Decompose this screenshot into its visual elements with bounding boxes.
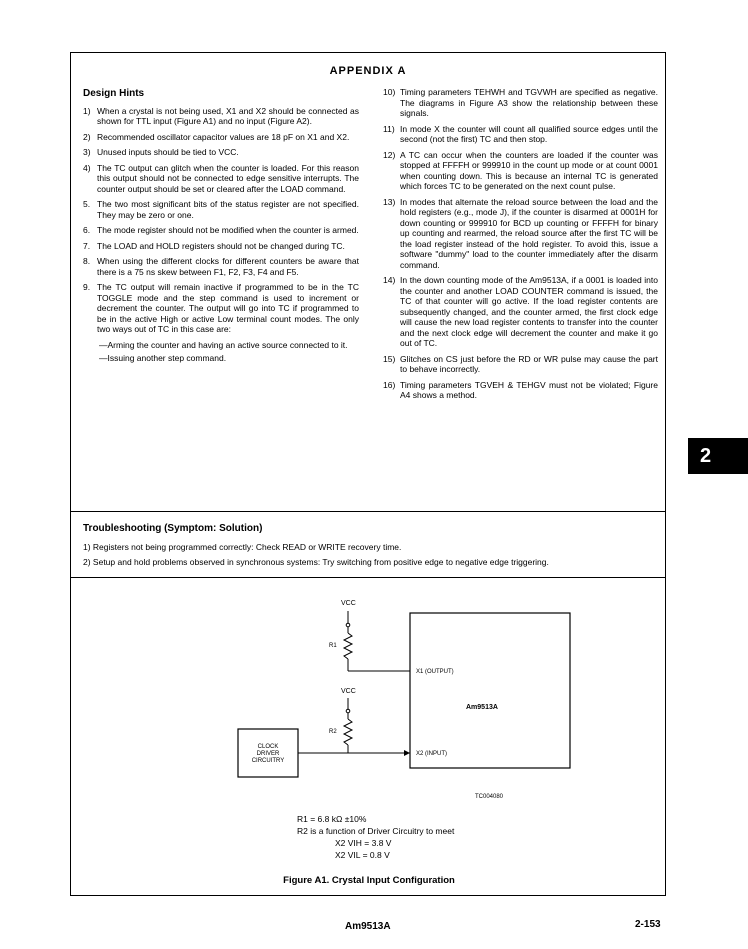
hint-text: When a crystal is not being used, X1 and X2 should be connected as shown for TTL input (Figure A1) and no input (Figure A2). [97,105,359,126]
vcc-bottom-label: VCC [341,688,356,695]
hint-text: When using the different clocks for different counters be aware that there is a 75 ns skew between F1, F2, F3, F4 and F5. [97,256,359,277]
section-tab-number: 2 [700,445,712,467]
hint-text: Unused inputs should be tied to VCC. [97,147,239,157]
hint-number: 11) [383,123,395,134]
footer-part-number: Am9513A [345,921,391,932]
hint-number: 5. [83,199,91,209]
design-hint-item [83,163,359,195]
design-hint-item [383,275,658,349]
hint-number: 4) [83,162,91,173]
hint-number: 6. [83,225,91,235]
hint-text: Timing parameters TGVEH & TEHGV must not be violated; Figure A4 shows a method. [400,379,658,400]
design-hint-item [83,282,359,335]
design-hint-subitem: —Issuing another step command. [99,353,227,363]
resistor-r2 [344,719,352,745]
troubleshooting-section [83,523,655,571]
hint-text: The mode register should not be modified when the counter is armed. [97,225,359,235]
design-hint-item [383,87,658,119]
hint-text: In mode X the counter will count all qualified source edges until the second (not the first) TC and then stop. [400,123,658,144]
hint-number: 13) [383,196,396,207]
figure-notes [297,813,454,861]
design-hint-item [383,354,658,375]
figure-note: R2 is a function of Driver Circuitry to meet [297,826,455,836]
hint-text: Timing parameters TEHWH and TGVWH are specified as negative. The diagrams in Figure A3 show the relationship between these signals. [400,87,658,118]
design-hint-item [83,241,359,252]
hint-text: The TC output can glitch when the counter is loaded. For this reason this output should not be connected to edge sensitive interrupts. The counter output should be set or cleared after the LOAD command. [97,162,359,194]
footer-page-number: 2-153 [635,919,661,930]
appendix-title: APPENDIX A [329,65,407,77]
x1-pin-label: X1 (OUTPUT) [416,669,454,675]
design-hint-item [383,124,658,145]
hint-number: 16) [383,379,396,390]
hint-text: In the down counting mode of the Am9513A, if a 0001 is loaded into the counter and another LOAD COUNTER command is issued, the TC of that counter will go active. If the load register contents are subsequently changed, and the counter armed, the first clock edge will cause the new load register contents to transfer into the counter and the next clock edge will decrement the counter and make it go out of TC. [400,275,658,348]
x2-pin-label: X2 (INPUT) [416,751,448,757]
hint-text: A TC can occur when the counters are loaded if the counter was stopped at FFFFH or 999910 in the count up mode or at count 0001 when counting down. This is because an internal TC is generated which forces TC to be generated on the next count pulse. [400,149,658,191]
design-hint-item [383,380,658,401]
design-hints-right-column [383,87,658,406]
figure-caption: Figure A1. Crystal Input Configuration [283,875,455,886]
design-hint-item [383,197,658,271]
design-hint-item [83,199,359,220]
hint-text: In modes that alternate the reload source between the load and the hold registers (e.g., mode J), if the counter is disarmed at 0001H for down counting or 999910 for BCD up counting or FFFFH for binary up counting and rearmed, the reload source after the first TC will be the load register instead of the hold register. To avoid this, issue a software "dummy" load to the counter immediately after the disarm command. [400,196,658,270]
hint-text: The two most significant bits of the status register are not specified. They may be zero or one. [97,199,359,220]
hint-number: 14) [383,275,396,285]
r2-label: R2 [329,729,337,735]
design-hint-item [83,256,359,277]
chip-label: Am9513A [466,704,498,711]
figure-note: X2 VIL = 0.8 V [335,850,390,860]
hint-number: 10) [383,87,396,97]
hint-number: 2) [83,131,91,142]
figure-a1 [71,591,667,891]
figure-code: TC004080 [475,794,504,800]
hint-text: The TC output will remain inactive if programmed to be in the TC TOGGLE mode and the step command is used to increment or decrement the counter. The output will go into TC if programmed to be in the active High or active Low terminal count modes. The only two ways out of TC in this case are: [97,282,359,334]
design-hint-subitem: —Arming the counter and having an active source connected to it. [99,339,348,350]
troubleshooting-heading: Troubleshooting (Symptom: Solution) [83,523,263,534]
clock-box-line: DRIVER [256,751,280,757]
hint-number: 9. [83,282,91,292]
troubleshooting-item: 2) Setup and hold problems observed in synchronous systems: Try switching from positive edge to negative edge triggering. [83,557,549,567]
design-hint-item [383,150,658,192]
resistor-r1 [344,633,352,659]
hint-number: 7. [83,240,91,251]
r1-label: R1 [329,643,337,649]
clock-box-line: CLOCK [257,744,279,750]
design-hint-item [83,225,359,236]
section-divider [71,577,665,578]
hint-text: Glitches on CS just before the RD or WR pulse may cause the part to behave incorrectly. [400,353,658,374]
design-hints-heading: Design Hints [83,88,145,99]
vcc-top-label: VCC [341,600,356,607]
hint-number: 15) [383,353,396,364]
section-tab [688,438,748,474]
figure-note: R1 = 6.8 kΩ ±10% [297,814,367,824]
crystal-input-schematic [71,591,667,811]
design-hints-left-column [83,89,359,367]
design-hint-item [83,132,359,143]
hint-number: 3) [83,147,91,157]
troubleshooting-item: 1) Registers not being programmed correctly: Check READ or WRITE recovery time. [83,542,402,552]
chip-box [410,613,570,768]
page-frame [70,52,666,896]
hint-number: 8. [83,256,91,266]
design-hint-item [83,106,359,127]
hint-text: Recommended oscillator capacitor values are 18 pF on X1 and X2. [97,131,350,142]
hint-number: 1) [83,105,91,116]
hint-number: 12) [383,149,396,160]
clock-box-line: CIRCUITRY [251,758,285,764]
hint-text: The LOAD and HOLD registers should not be changed during TC. [97,240,345,251]
design-hint-item [83,147,359,158]
section-divider [71,511,665,512]
figure-note: X2 VIH = 3.8 V [335,838,392,848]
